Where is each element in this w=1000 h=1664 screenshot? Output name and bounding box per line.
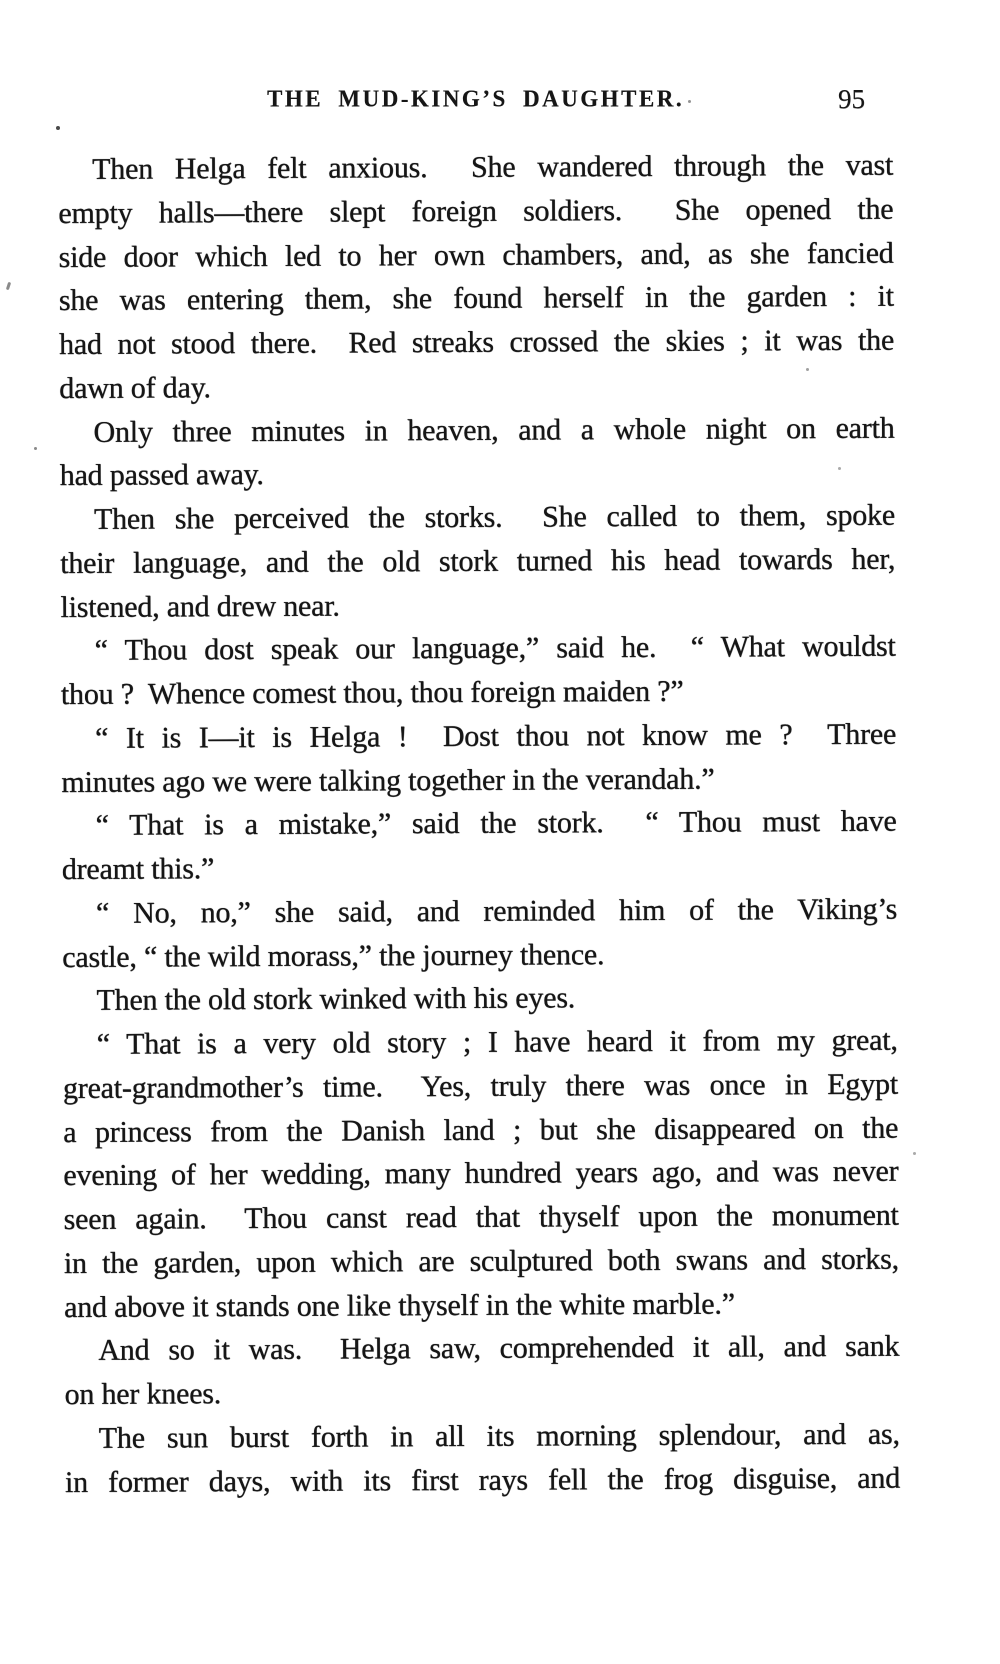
text-line: thou ? Whence comest thou, thou foreign maiden ?” — [60, 674, 684, 711]
text-line: in former days, with its first rays fell the frog disguise, and — [64, 1461, 901, 1499]
text-line: great-grandmother’s time. Yes, truly there was once in Egypt — [62, 1067, 898, 1105]
ink-speck — [34, 447, 37, 450]
paragraph — [62, 975, 897, 1023]
text-line: The sun burst forth in all its morning splendour, and as, — [98, 1417, 900, 1455]
text-line: Then Helga felt anxious. She wandered through the vast — [92, 148, 894, 186]
paragraph — [64, 1325, 899, 1417]
ink-speck — [838, 467, 841, 470]
page-title: THE MUD-KING’S DAUGHTER. — [266, 85, 685, 112]
text-line: “ It is I—it is Helga ! Dost thou not know me ? Three — [95, 717, 897, 755]
text-line: Then she perceived the storks. She called to them, spoke — [93, 498, 896, 536]
text-line: “ That is a mistake,” said the stork. “ Thou must have — [95, 804, 897, 843]
paragraph — [58, 144, 894, 411]
text-line: listened, and drew near. — [60, 589, 340, 624]
paragraph — [59, 406, 894, 498]
text-line: seen again. Thou canst read that thyself upon the monument — [63, 1198, 899, 1236]
text-line: side door which led to her own chambers, and, as she fancied — [58, 236, 894, 274]
text-line: a princess from the Danish land ; but she disappeared on the — [63, 1111, 899, 1149]
paragraph — [61, 625, 896, 717]
ink-speck — [6, 282, 11, 291]
text-line: dreamt this.” — [61, 852, 215, 886]
paragraph — [63, 1019, 900, 1330]
text-line: she was entering them, she found herself in the garden : it — [58, 279, 894, 318]
text-line: “ No, no,” she said, and reminded him of the Viking’s — [95, 892, 898, 930]
text-line: empty halls—there slept foreign soldiers. She opened the — [58, 192, 894, 230]
text-line: their language, and the old stork turned his head towards her, — [60, 542, 896, 580]
running-header — [58, 86, 893, 122]
paragraph — [65, 1412, 900, 1504]
text-line: on her knees. — [64, 1377, 222, 1411]
text-line: castle, “ the wild morass,” the journey thence. — [62, 937, 605, 974]
ink-speck — [913, 1152, 916, 1155]
text-line: “ That is a very old story ; I have heard it from my great, — [96, 1023, 898, 1061]
text-block — [58, 144, 900, 1505]
paragraph — [61, 800, 896, 892]
text-line: And so it was. Helga saw, comprehended it all, and sank — [98, 1329, 900, 1368]
ink-speck — [806, 368, 809, 371]
paragraph — [62, 887, 897, 979]
text-line: dawn of day. — [59, 370, 211, 405]
text-line: Then the old stork winked with his eyes. — [96, 981, 576, 1018]
text-line: “ Thou dost speak our language,” said he. “ What wouldst — [94, 629, 896, 668]
text-line: minutes ago we were talking together in the verandah.” — [61, 762, 715, 799]
page-number: 95 — [838, 84, 865, 114]
ink-speck — [56, 126, 60, 130]
text-line: had passed away. — [59, 458, 264, 493]
text-line: in the garden, upon which are sculptured both swans and storks, — [63, 1242, 899, 1280]
paragraph — [60, 494, 896, 630]
text-line: evening of her wedding, many hundred years ago, and was never — [63, 1154, 899, 1193]
paragraph — [61, 712, 896, 804]
ink-speck — [688, 100, 691, 103]
text-line: had not stood there. Red streaks crossed the skies ; it was the — [58, 323, 895, 361]
text-line: Only three minutes in heaven, and a whole night on earth — [93, 411, 895, 449]
text-line: and above it stands one like thyself in the white marble.” — [63, 1286, 735, 1324]
